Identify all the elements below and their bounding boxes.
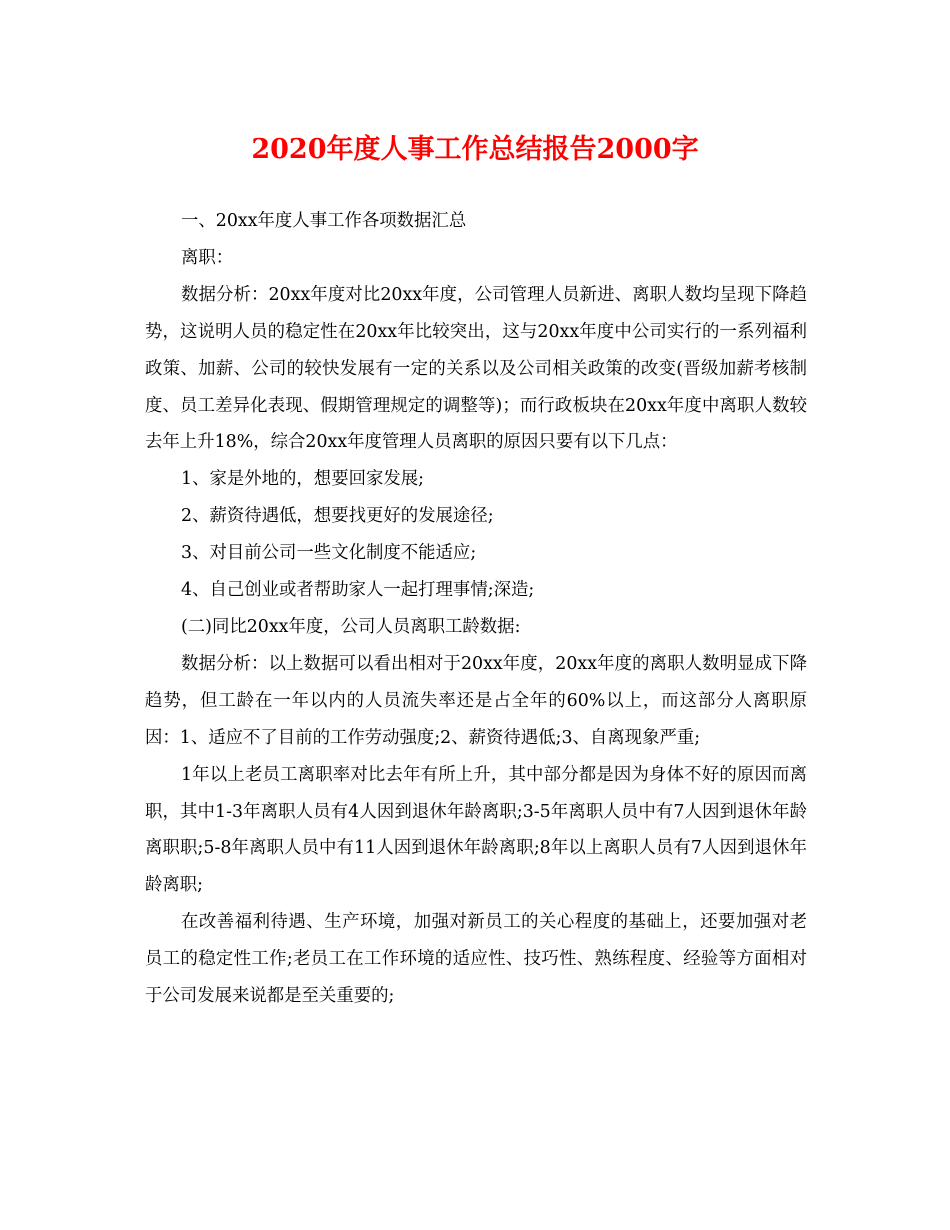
list-item-reason-2: 2、薪资待遇低，想要找更好的发展途径; bbox=[181, 506, 494, 527]
paragraph-retention: 在改善福利待遇、生产环境，加强对新员工的关心程度的基础上，还要加强对老员工的稳定性工作;老员工在工作环境的适应性、技巧性、熟练程度、经验等方面相对于公司发展来说都是至关重要的; bbox=[145, 912, 807, 1007]
list-item-reason-3: 3、对目前公司一些文化制度不能适应; bbox=[181, 543, 477, 564]
document-title: 2020年度人事工作总结报告2000字 bbox=[251, 134, 699, 165]
list-item-reason-4: 4、自己创业或者帮助家人一起打理事情;深造; bbox=[181, 580, 535, 601]
section-heading: 一、20xx年度人事工作各项数据汇总 bbox=[181, 211, 467, 231]
paragraph-senior-staff: 1年以上老员工离职率对比去年有所上升，其中部分都是因为身体不好的原因而离职，其中1-3年离职人员有4人因到退休年龄离职;3-5年离职人员中有7人因到退休年龄离职职;5-8年离职人员中有11人因到退休年龄离职;8年以上离职人员有7人因到退休年龄离职; bbox=[145, 764, 807, 896]
subheading-tenure-data: (二)同比20xx年度，公司人员离职工龄数据: bbox=[181, 616, 521, 637]
paragraph-data-analysis-2: 数据分析：以上数据可以看出相对于20xx年度，20xx年度的离职人数明显成下降趋势，但工龄在一年以内的人员流失率还是占全年的60%以上，而这部分人离职原因：1、适应不了目前的工作劳动强度;2、薪资待遇低;3、自离现象严重; bbox=[145, 653, 807, 748]
list-item-reason-1: 1、家是外地的，想要回家发展; bbox=[181, 469, 425, 490]
document-body bbox=[145, 203, 807, 1015]
subheading-resignation: 离职： bbox=[181, 247, 234, 268]
paragraph-data-analysis-1: 数据分析：20xx年度对比20xx年度，公司管理人员新进、离职人数均呈现下降趋势，这说明人员的稳定性在20xx年比较突出，这与20xx年度中公司实行的一系列福利政策、加薪、公司的较快发展有一定的关系以及公司相关政策的改变(晋级加薪考核制度、员工差异化表现、假期管理规定的调整等)；而行政板块在20xx年度中离职人数较去年上升18%，综合20xx年度管理人员离职的原因只要有以下几点： bbox=[145, 284, 807, 453]
